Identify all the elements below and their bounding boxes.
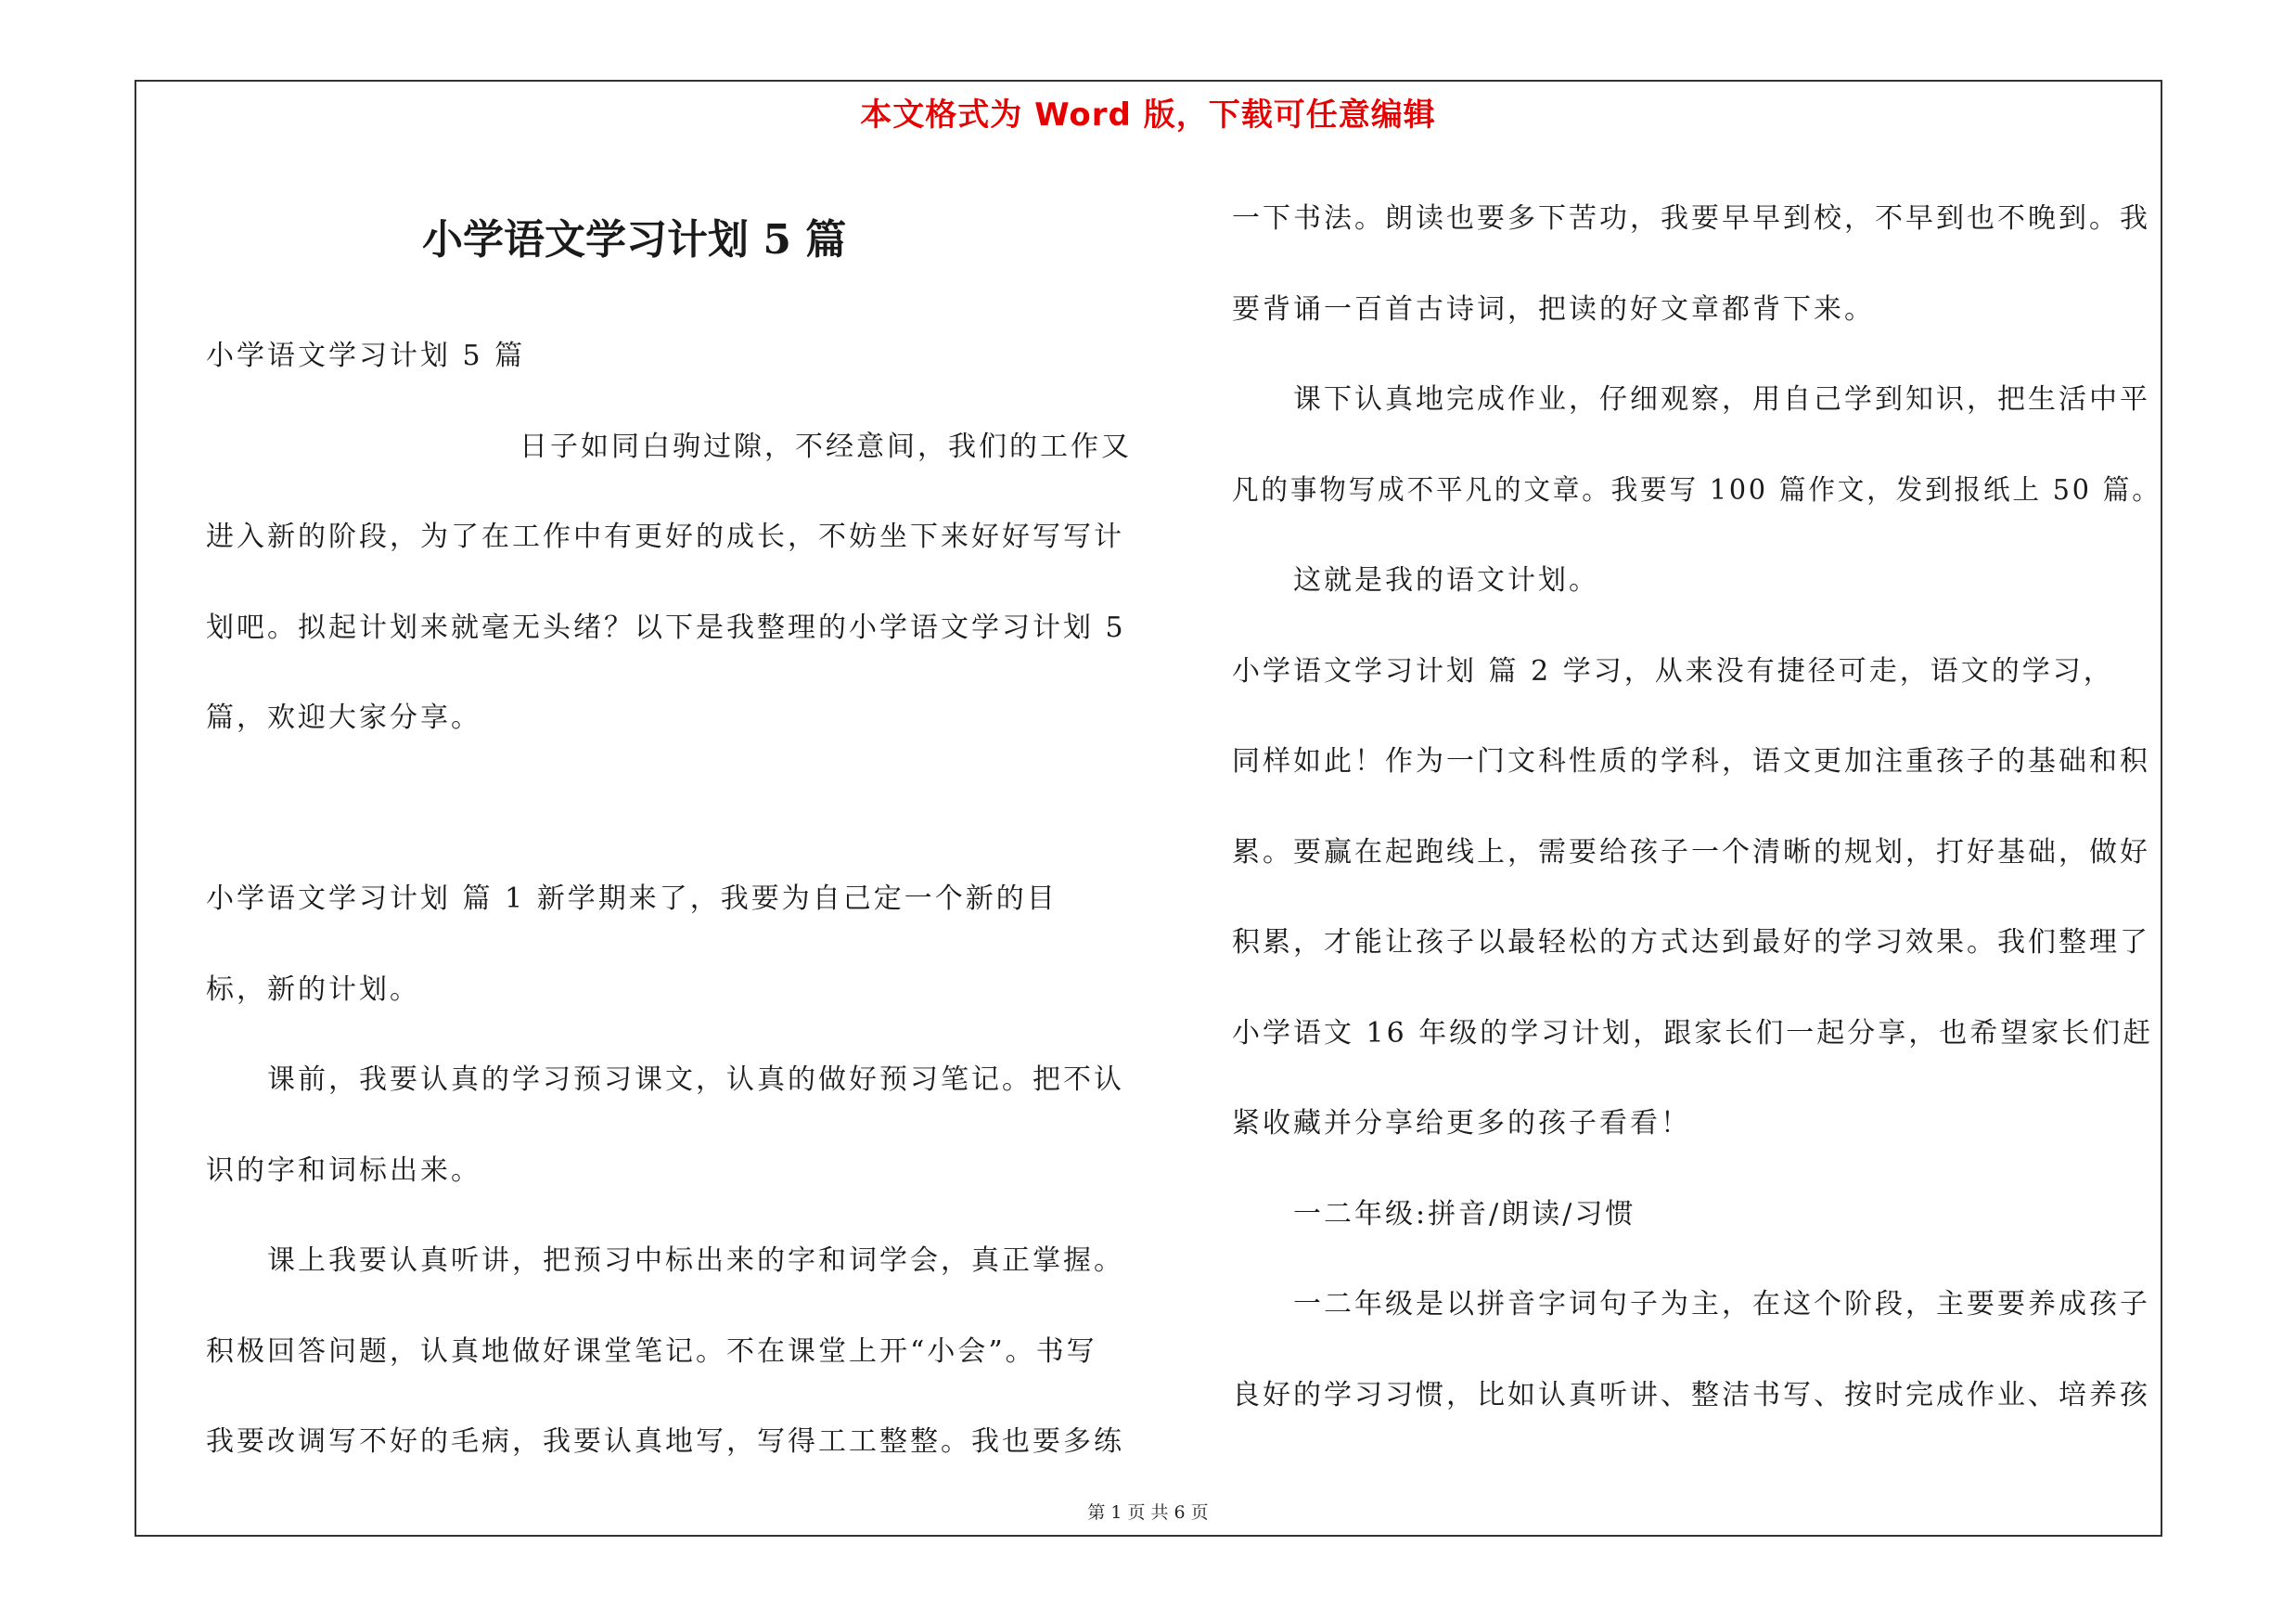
paragraph-line: 进入新的阶段，为了在工作中有更好的成长，不妨坐下来好好写写计: [206, 521, 1124, 553]
document-title: 小学语文学习计划 5 篇: [422, 216, 847, 264]
paragraph-line: 小学语文 16 年级的学习计划，跟家长们一起分享，也希望家长们赶: [1232, 1017, 2154, 1050]
paragraph-line: 课上我要认真听讲，把预习中标出来的字和词学会，真正掌握。: [267, 1244, 1124, 1277]
paragraph-line: 要背诵一百首古诗词，把读的好文章都背下来。: [1232, 293, 1875, 326]
paragraph-line: 识的字和词标出来。: [206, 1154, 481, 1187]
paragraph-line: 这就是我的语文计划。: [1293, 564, 1599, 597]
paragraph-line: 小学语文学习计划 5 篇: [206, 340, 526, 372]
paragraph-line: 标，新的计划。: [206, 973, 420, 1006]
paragraph-line: 积累，才能让孩子以最轻松的方式达到最好的学习效果。我们整理了: [1232, 926, 2150, 959]
paragraph-line: 课前，我要认真的学习预习课文，认真的做好预习笔记。把不认: [267, 1063, 1124, 1096]
page-number-footer: 第 1 页 共 6 页: [1087, 1502, 1209, 1523]
paragraph-line: 良好的学习习惯，比如认真听讲、整洁书写、按时完成作业、培养孩: [1232, 1379, 2150, 1411]
paragraph-line: 累。要赢在起跑线上，需要给孩子一个清晰的规划，打好基础，做好: [1232, 836, 2150, 869]
paragraph-line: 划吧。拟起计划来就毫无头绪？以下是我整理的小学语文学习计划 5: [206, 612, 1126, 644]
paragraph-line: 一下书法。朗读也要多下苦功，我要早早到校，不早到也不晚到。我: [1232, 202, 2150, 235]
paragraph-line: 日子如同白驹过隙，不经意间，我们的工作又: [519, 431, 1132, 463]
paragraph-line: 篇，欢迎大家分享。: [206, 702, 481, 734]
paragraph-line: 我要改调写不好的毛病，我要认真地写，写得工工整整。我也要多练: [206, 1425, 1124, 1458]
paragraph-line: 紧收藏并分享给更多的孩子看看！: [1232, 1107, 1691, 1140]
paragraph-line: 同样如此！作为一门文科性质的学科，语文更加注重孩子的基础和积: [1232, 745, 2150, 778]
section-heading-line: 小学语文学习计划 篇 2 学习，从来没有捷径可走，语文的学习，: [1232, 655, 2114, 688]
paragraph-line: 课下认真地完成作业，仔细观察，用自己学到知识，把生活中平: [1293, 383, 2150, 416]
word-format-banner: 本文格式为 Word 版，下载可任意编辑: [860, 97, 1436, 134]
section-heading-line: 小学语文学习计划 篇 1 新学期来了，我要为自己定一个新的目: [206, 882, 1058, 915]
subheading-line: 一二年级:拼音/朗读/习惯: [1293, 1198, 1636, 1230]
paragraph-line: 凡的事物写成不平凡的文章。我要写 100 篇作文，发到报纸上 50 篇。: [1232, 474, 2161, 507]
paragraph-line: 一二年级是以拼音字词句子为主，在这个阶段，主要要养成孩子: [1293, 1288, 2150, 1320]
paragraph-line: 积极回答问题，认真地做好课堂笔记。不在课堂上开“小会”。书写: [206, 1335, 1097, 1368]
